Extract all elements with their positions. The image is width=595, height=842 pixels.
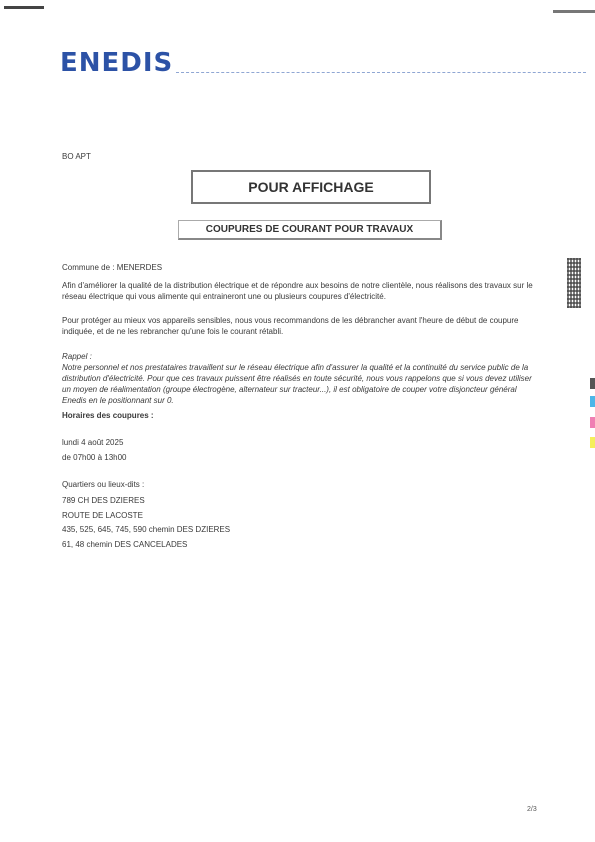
color-swatch-magenta [590, 417, 595, 428]
location-item: 789 CH DES DZIERES [62, 496, 145, 505]
location-item: 435, 525, 645, 745, 590 chemin DES DZIERES [62, 525, 231, 534]
page-number: 2/3 [527, 806, 537, 813]
scan-mark-top-left [4, 6, 44, 9]
page-subtitle [178, 220, 442, 240]
logo-dashed-rule [176, 72, 586, 73]
scan-mark-top-right [553, 10, 595, 13]
protect-paragraph: Pour protéger au mieux vos appareils sensibles, nous vous recommandons de les débrancher avant l'heure de début de coupure indiquée, et de ne les rebrancher qu'une fois le courant rétabli. [62, 316, 519, 336]
enedis-logo: ENEDIS [60, 48, 174, 78]
location-item: 61, 48 chemin DES CANCELADES [62, 540, 188, 549]
quartiers-label: Quartiers ou lieux-dits : [62, 480, 145, 489]
rappel-block [62, 351, 542, 406]
page-subtitle-text: COUPURES DE COURANT POUR TRAVAUX [205, 224, 414, 235]
document-reference: BO APT [62, 152, 91, 161]
color-swatch-cyan [590, 396, 595, 407]
rappel-label: Rappel : [62, 352, 92, 361]
location-item: ROUTE DE LACOSTE [62, 511, 143, 520]
color-swatch-black [590, 378, 595, 389]
rappel-text: Notre personnel et nos prestataires travaillent sur le réseau électrique afin d'assurer la qualité et la continuité du service public de la distribution d'électricité. Pour que ces travaux puissent être réalisés en toute sécurité, nous vous rappelons que si vous devez utiliser un moyen de réalimentation (groupe électrogène, alternateur sur tracteur...), il est obligatoire de couper votre disjoncteur général Enedis en le positionnant sur 0. [62, 363, 532, 405]
outage-date: lundi 4 août 2025 [62, 438, 124, 447]
horaires-label: Horaires des coupures : [62, 411, 154, 420]
color-swatch-yellow [590, 437, 595, 448]
intro-paragraph: Afin d'améliorer la qualité de la distribution électrique et de répondre aux besoins de notre clientèle, nous réalisons des travaux sur le réseau électrique qui vous alimente qui entraineront une ou plusieurs coupures d'électricité. [62, 281, 533, 301]
outage-time: de 07h00 à 13h00 [62, 453, 127, 462]
page-title-text: POUR AFFICHAGE [248, 179, 374, 195]
datamatrix-code [567, 258, 581, 308]
commune-line: Commune de : MENERDES [62, 263, 163, 272]
page-title [191, 170, 431, 204]
